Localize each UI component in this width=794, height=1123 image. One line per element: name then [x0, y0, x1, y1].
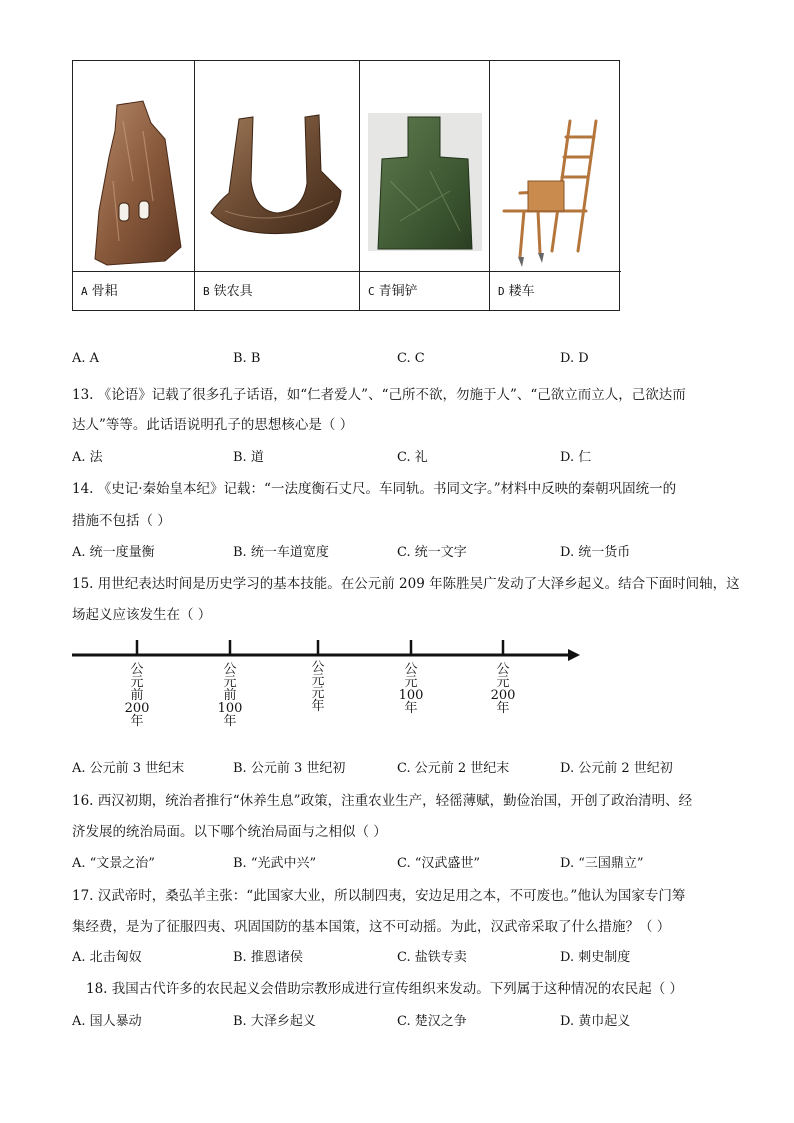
iron-tool-image [195, 61, 359, 271]
q14-stem-line1: 14. 《史记·秦始皇本纪》记载：“一法度衡石丈尺。车同轨。书同文字。”材料中反映的秦朝巩固统一的 [72, 481, 677, 497]
q15-option-b[interactable]: B. 公元前 3 世纪初 [233, 761, 346, 776]
q16-stem-line1: 16. 西汉初期，统治者推行“休养生息”政策，注重农业生产，轻徭薄赋，勤俭治国，开创了政治清明、经 [72, 793, 693, 809]
q13-option-d[interactable]: D. 仁 [560, 450, 592, 465]
q18-stem-line1: 18. 我国古代许多的农民起义会借助宗教形成进行宣传组织来发动。下列属于这种情况的农民起（ ） [86, 981, 684, 997]
caption-b: B 铁农具 [195, 271, 359, 310]
q13-stem-line1: 13. 《论语》记载了很多孔子话语，如“仁者爱人”、“己所不欲，勿施于人”、“己欲立而立人，己欲达而 [72, 387, 686, 403]
q12-option-c[interactable]: C. C [397, 351, 425, 366]
seed-drill-image [490, 61, 621, 271]
q17-option-c[interactable]: C. 盐铁专卖 [397, 950, 467, 965]
q15-stem-line1: 15. 用世纪表达时间是历史学习的基本技能。在公元前 209 年陈胜吴广发动了大泽乡起义。结合下面时间轴，这 [72, 576, 740, 592]
bone-spade-image [73, 61, 194, 271]
timeline-label-year1: 公 元 元 年 [311, 660, 325, 714]
q12-option-b[interactable]: B. B [233, 351, 261, 366]
q16-option-d[interactable]: D. “三国鼎立” [560, 856, 644, 871]
q18-option-b[interactable]: B. 大泽乡起义 [233, 1014, 316, 1029]
q15-option-a[interactable]: A. 公元前 3 世纪末 [72, 761, 185, 776]
bronze-shovel-image [360, 61, 489, 271]
caption-d: D 耧车 [490, 271, 621, 310]
q16-option-c[interactable]: C. “汉武盛世” [397, 856, 481, 871]
q18-option-a[interactable]: A. 国人暴动 [72, 1014, 142, 1029]
q12-option-a[interactable]: A. A [72, 351, 100, 366]
table-cell-b [194, 61, 359, 310]
q14-option-c[interactable]: C. 统一文字 [397, 545, 467, 560]
q17-stem-line2: 集经费，是为了征服四夷、巩固国防的基本国策，这不可动摇。为此，汉武帝采取了什么措施？（ ） [72, 919, 671, 935]
q18-option-c[interactable]: C. 楚汉之争 [397, 1014, 467, 1029]
timeline-label-200bc: 公 元 前 200 年 [124, 662, 150, 729]
timeline-label-100ad: 公 元 100 年 [398, 662, 424, 716]
table-cell-c [359, 61, 489, 310]
q15-option-c[interactable]: C. 公元前 2 世纪末 [397, 761, 510, 776]
q17-option-a[interactable]: A. 北击匈奴 [72, 950, 142, 965]
q17-option-d[interactable]: D. 刺史制度 [560, 950, 631, 965]
caption-a: A 骨耜 [73, 271, 194, 310]
q13-option-a[interactable]: A. 法 [72, 450, 103, 465]
q13-stem-line2: 达人”等等。此话语说明孔子的思想核心是（ ） [72, 417, 354, 433]
q15-stem-line2: 场起义应该发生在（ ） [72, 607, 212, 623]
q13-option-c[interactable]: C. 礼 [397, 450, 428, 465]
q18-option-d[interactable]: D. 黄巾起义 [560, 1014, 631, 1029]
timeline-label-100bc: 公 元 前 100 年 [217, 662, 243, 729]
q16-option-a[interactable]: A. “文景之治” [72, 856, 155, 871]
q17-stem-line1: 17. 汉武帝时，桑弘羊主张：“此国家大业，所以制四夷，安边足用之本，不可废也。”他认为国家专门筹 [72, 888, 686, 904]
table-cell-a [73, 61, 194, 310]
q13-option-b[interactable]: B. 道 [233, 450, 264, 465]
q16-stem-line2: 济发展的统治局面。以下哪个统治局面与之相似（ ） [72, 824, 387, 840]
q17-option-b[interactable]: B. 推恩诸侯 [233, 950, 303, 965]
caption-c: C 青铜铲 [360, 271, 489, 310]
timeline-label-200ad: 公 元 200 年 [490, 662, 516, 716]
q12-option-d[interactable]: D. D [560, 351, 589, 366]
q15-option-d[interactable]: D. 公元前 2 世纪初 [560, 761, 673, 776]
q14-option-a[interactable]: A. 统一度量衡 [72, 545, 155, 560]
q14-option-d[interactable]: D. 统一货币 [560, 545, 631, 560]
table-cell-d [489, 61, 621, 310]
q14-option-b[interactable]: B. 统一车道宽度 [233, 545, 329, 560]
q14-stem-line2: 措施不包括（ ） [72, 513, 171, 529]
q16-option-b[interactable]: B. “光武中兴” [233, 856, 317, 871]
image-option-table [72, 60, 620, 311]
